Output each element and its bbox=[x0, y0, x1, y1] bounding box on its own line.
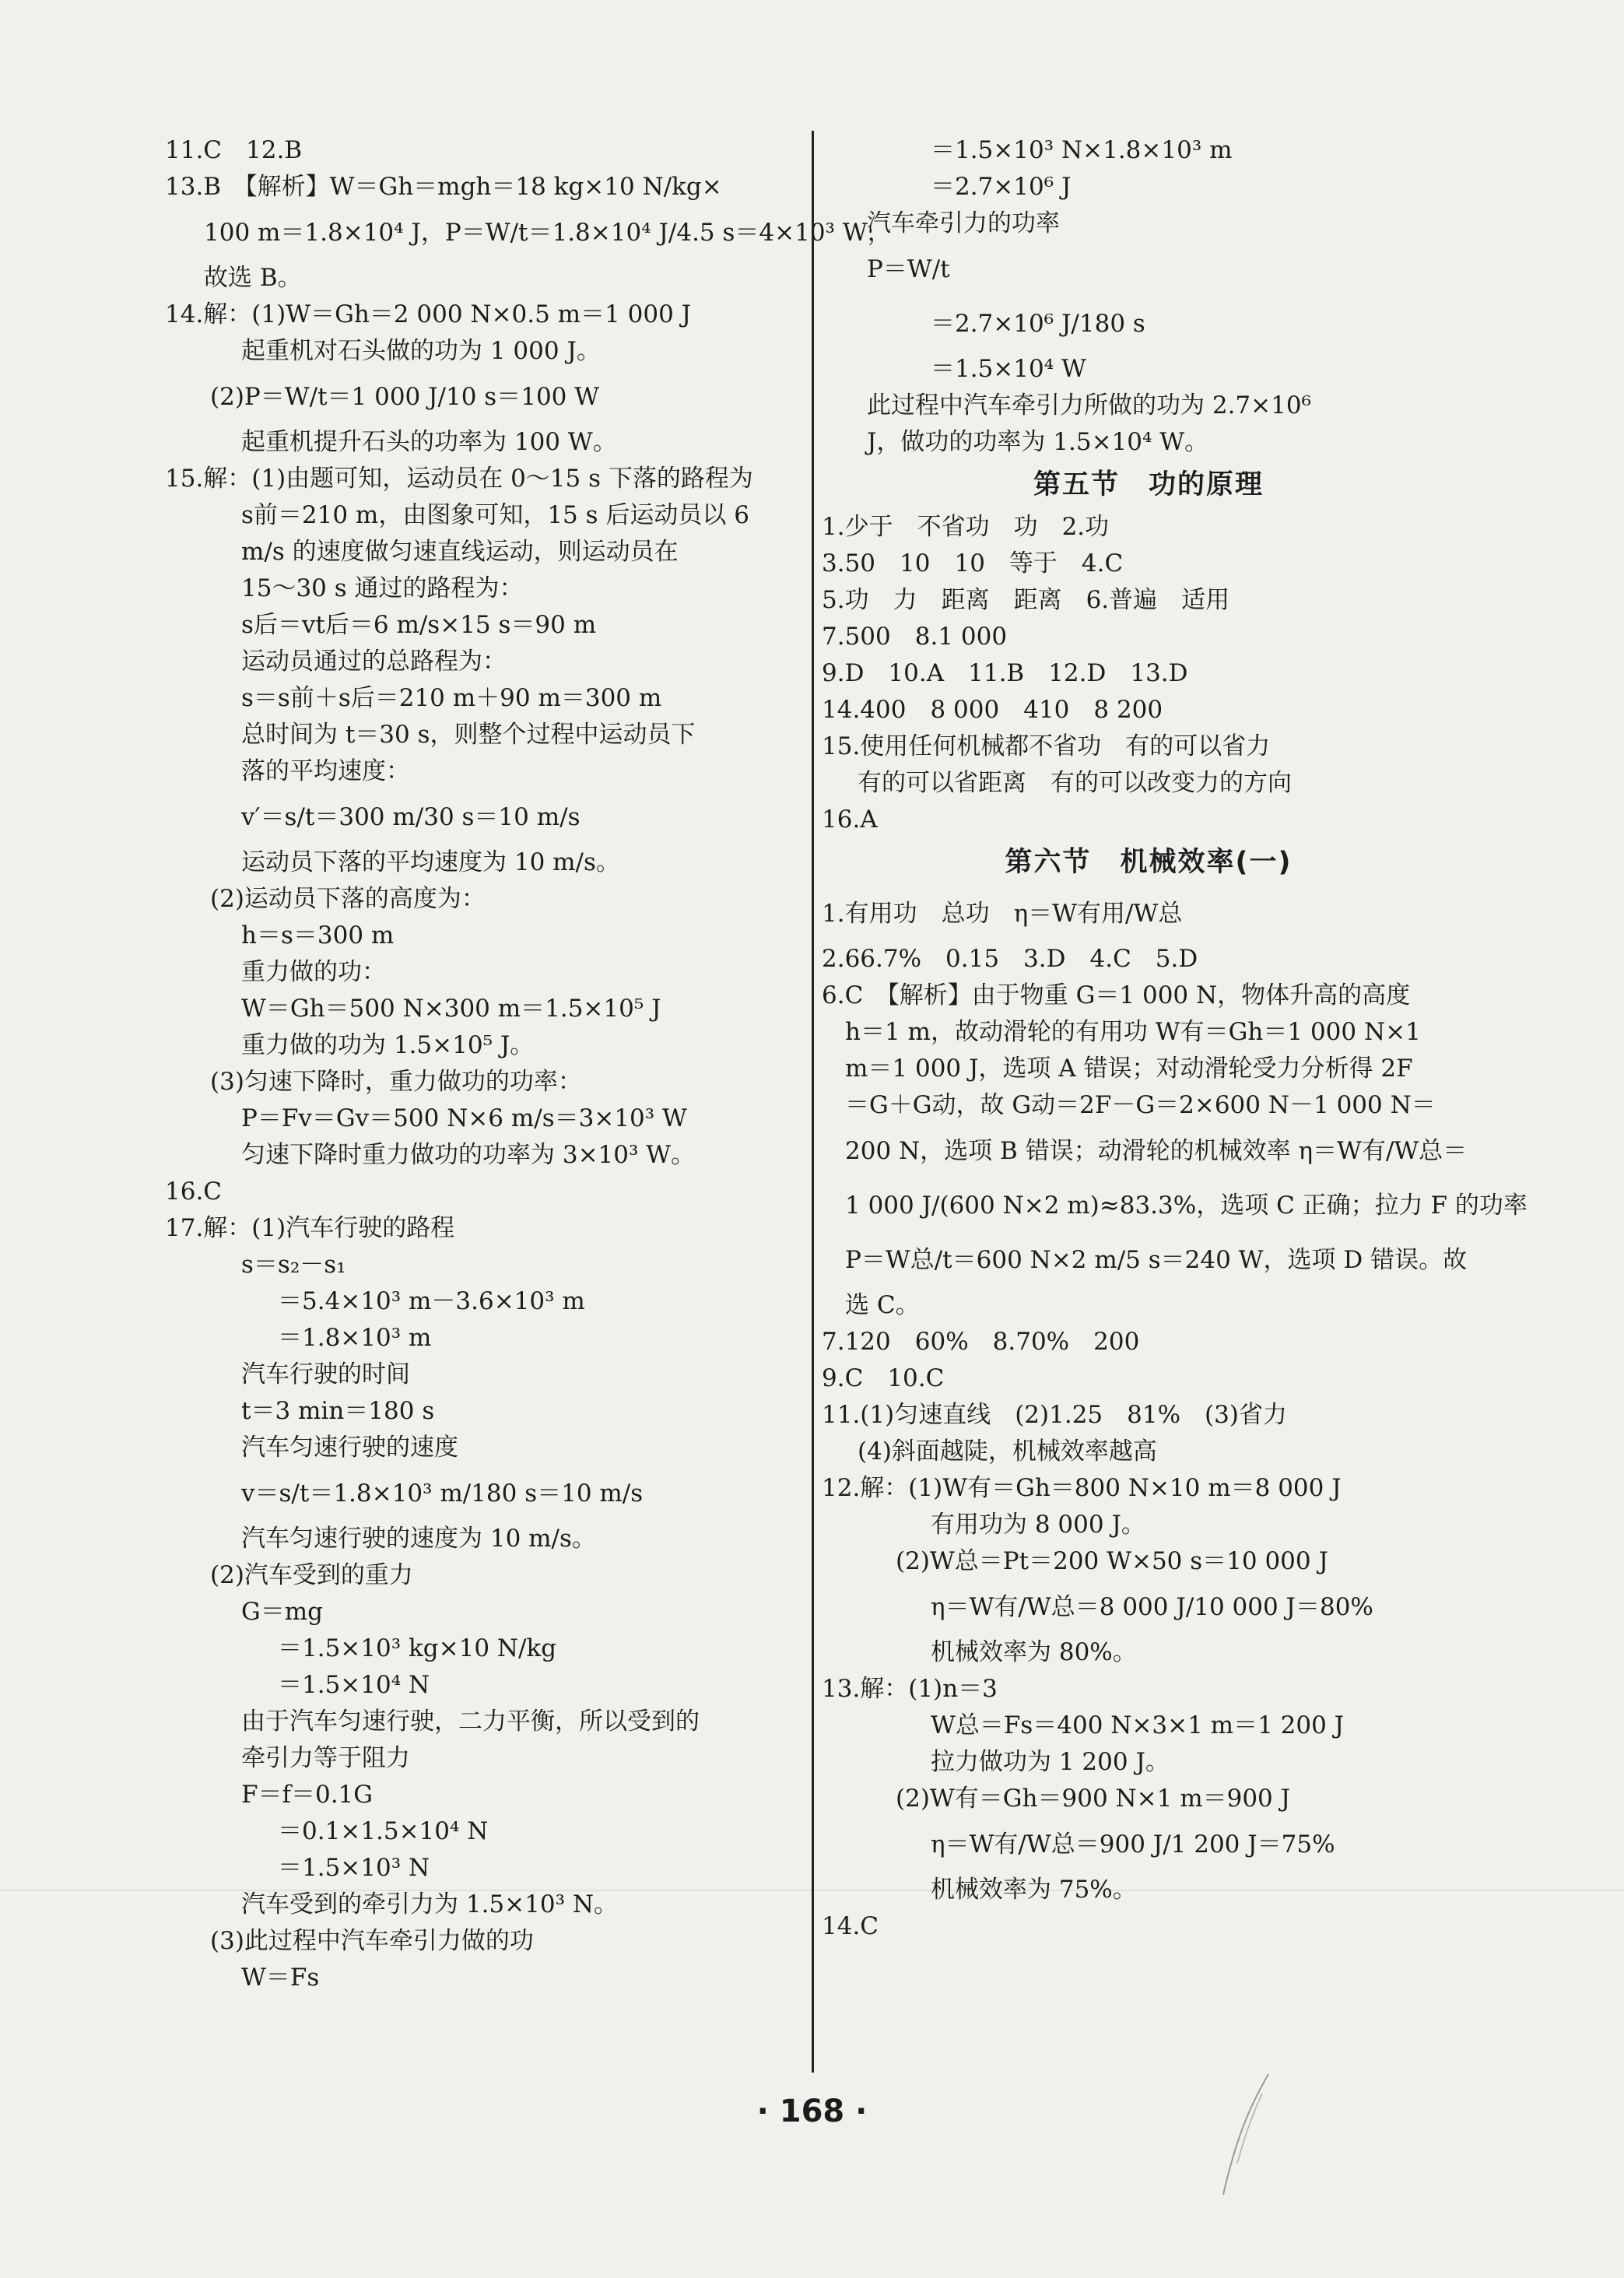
column-divider bbox=[812, 131, 814, 2073]
answer-line: (2)W有＝Gh＝900 N×1 m＝900 J bbox=[896, 1785, 1291, 1813]
answer-line: 15～30 s 通过的路程为： bbox=[241, 574, 524, 602]
answer-line: W＝Fs bbox=[241, 1964, 320, 1992]
answer-line: 有用功为 8 000 J。 bbox=[931, 1511, 1145, 1539]
answer-line: m/s 的速度做匀速直线运动，则运动员在 bbox=[241, 538, 679, 566]
answer-line: 匀速下降时重力做功的功率为 3×10³ W。 bbox=[241, 1141, 696, 1169]
answer-line: 汽车受到的牵引力为 1.5×10³ N。 bbox=[241, 1890, 618, 1918]
answer-line: 故选 B。 bbox=[204, 264, 302, 292]
answer-line: (2)P＝W/t＝1 000 J/10 s＝100 W bbox=[210, 383, 600, 411]
answer-line: 200 N，选项 B 错误；动滑轮的机械效率 η＝W有/W总＝ bbox=[845, 1137, 1468, 1165]
answer-line: 汽车行驶的时间 bbox=[241, 1360, 410, 1388]
answer-line: 12.解：(1)W有＝Gh＝800 N×10 m＝8 000 J bbox=[822, 1474, 1342, 1502]
answer-line: 16.A bbox=[822, 806, 878, 834]
answer-line: 6.C 【解析】由于物重 G＝1 000 N，物体升高的高度 bbox=[822, 981, 1411, 1009]
answer-line: 重力做的功： bbox=[241, 958, 386, 986]
answer-line: ＝1.5×10⁴ W bbox=[931, 355, 1086, 383]
answer-line: 此过程中汽车牵引力所做的功为 2.7×10⁶ bbox=[867, 391, 1312, 419]
answer-line: 100 m＝1.8×10⁴ J，P＝W/t＝1.8×10⁴ J/4.5 s＝4×10³ W， bbox=[204, 219, 892, 247]
answer-line: ＝1.5×10⁴ N bbox=[278, 1671, 430, 1699]
answer-line: 16.C bbox=[165, 1178, 223, 1206]
answer-line: (3)此过程中汽车牵引力做的功 bbox=[210, 1927, 534, 1955]
answer-line: ＝0.1×1.5×10⁴ N bbox=[278, 1817, 489, 1845]
answer-line: 13.解：(1)n＝3 bbox=[822, 1675, 998, 1703]
answer-line: P＝W总/t＝600 N×2 m/5 s＝240 W，选项 D 错误。故 bbox=[845, 1246, 1468, 1274]
answer-line: h＝s＝300 m bbox=[241, 921, 395, 949]
answer-line: 起重机对石头做的功为 1 000 J。 bbox=[241, 337, 601, 365]
answer-line: 1 000 J/(600 N×2 m)≈83.3%，选项 C 正确；拉力 F 的功率 bbox=[845, 1192, 1528, 1220]
answer-line: ＝1.8×10³ m bbox=[278, 1324, 432, 1352]
answer-line: (2)运动员下落的高度为： bbox=[210, 885, 486, 913]
answer-line: t＝3 min＝180 s bbox=[241, 1397, 435, 1425]
answer-line: 起重机提升石头的功率为 100 W。 bbox=[241, 428, 617, 456]
answer-line: 7.500 8.1 000 bbox=[822, 623, 1008, 651]
answer-line: 14.C bbox=[822, 1912, 879, 1940]
answer-line: (2)W总＝Pt＝200 W×50 s＝10 000 J bbox=[896, 1547, 1328, 1575]
answer-line: ＝2.7×10⁶ J bbox=[931, 173, 1072, 201]
answer-line: η＝W有/W总＝900 J/1 200 J＝75% bbox=[931, 1830, 1335, 1859]
answer-line: 1.少于 不省功 功 2.功 bbox=[822, 513, 1110, 541]
answer-line: 机械效率为 80%。 bbox=[931, 1638, 1137, 1666]
answer-line: P＝Fv＝Gv＝500 N×6 m/s＝3×10³ W bbox=[241, 1104, 687, 1132]
answer-line: s＝s前＋s后＝210 m＋90 m＝300 m bbox=[241, 684, 662, 712]
answer-line: 汽车匀速行驶的速度 bbox=[241, 1434, 458, 1462]
answer-line: 拉力做功为 1 200 J。 bbox=[931, 1748, 1170, 1776]
page-number: · 168 · bbox=[756, 2094, 868, 2129]
answer-line: 有的可以省距离 有的可以改变力的方向 bbox=[858, 769, 1292, 797]
pen-scratch-mark bbox=[1214, 2070, 1276, 2203]
answer-line: 11.(1)匀速直线 (2)1.25 81% (3)省力 bbox=[822, 1401, 1287, 1429]
answer-line: 17.解：(1)汽车行驶的路程 bbox=[165, 1214, 455, 1242]
answer-line: v′＝s/t＝300 m/30 s＝10 m/s bbox=[241, 803, 581, 831]
answer-line: G＝mg bbox=[241, 1598, 324, 1626]
answer-line: ＝1.5×10³ N bbox=[278, 1854, 430, 1882]
answer-line: 汽车牵引力的功率 bbox=[867, 209, 1060, 237]
answer-line: 机械效率为 75%。 bbox=[931, 1876, 1137, 1904]
answer-line: 13.B 【解析】W＝Gh＝mgh＝18 kg×10 N/kg× bbox=[165, 173, 722, 201]
answer-line: 1.有用功 总功 η＝W有用/W总 bbox=[822, 900, 1183, 928]
answer-line: v＝s/t＝1.8×10³ m/180 s＝10 m/s bbox=[241, 1479, 644, 1508]
answer-line: 14.400 8 000 410 8 200 bbox=[822, 696, 1163, 724]
answer-line: ＝2.7×10⁶ J/180 s bbox=[931, 310, 1145, 338]
answer-line: η＝W有/W总＝8 000 J/10 000 J＝80% bbox=[931, 1593, 1373, 1621]
answer-line: 选 C。 bbox=[845, 1291, 920, 1319]
answer-line: P＝W/t bbox=[867, 255, 950, 283]
answer-line: 牵引力等于阻力 bbox=[241, 1744, 410, 1772]
answer-line: 重力做的功为 1.5×10⁵ J。 bbox=[241, 1031, 535, 1059]
answer-line: 15.解：(1)由题可知，运动员在 0～15 s 下落的路程为 bbox=[165, 465, 753, 493]
answer-line: 2.66.7% 0.15 3.D 4.C 5.D bbox=[822, 945, 1198, 973]
answer-line: s＝s₂－s₁ bbox=[241, 1251, 346, 1279]
answer-line: 总时间为 t＝30 s，则整个过程中运动员下 bbox=[241, 721, 696, 749]
answer-line: F＝f＝0.1G bbox=[241, 1781, 374, 1809]
answer-line: h＝1 m，故动滑轮的有用功 W有＝Gh＝1 000 N×1 bbox=[845, 1018, 1421, 1046]
answer-line: m＝1 000 J，选项 A 错误；对动滑轮受力分析得 2F bbox=[845, 1055, 1413, 1083]
answer-line: W总＝Fs＝400 N×3×1 m＝1 200 J bbox=[931, 1711, 1345, 1739]
answer-line: 运动员通过的总路程为： bbox=[241, 648, 507, 676]
answer-line: ＝5.4×10³ m－3.6×10³ m bbox=[278, 1287, 585, 1315]
answer-line: 15.使用任何机械都不省功 有的可以省力 bbox=[822, 732, 1271, 760]
section-heading: 第六节 机械效率(一) bbox=[1005, 847, 1293, 878]
answer-line: (4)斜面越陡，机械效率越高 bbox=[858, 1437, 1157, 1465]
answer-line: 7.120 60% 8.70% 200 bbox=[822, 1328, 1140, 1356]
answer-line: J，做功的功率为 1.5×10⁴ W。 bbox=[867, 428, 1209, 456]
answer-line: 9.D 10.A 11.B 12.D 13.D bbox=[822, 659, 1188, 687]
section-heading: 第五节 功的原理 bbox=[1033, 469, 1264, 500]
answer-line: (3)匀速下降时，重力做功的功率： bbox=[210, 1068, 582, 1096]
answer-line: 3.50 10 10 等于 4.C bbox=[822, 549, 1124, 577]
answer-line: ＝1.5×10³ N×1.8×10³ m bbox=[931, 136, 1233, 164]
answer-line: s后＝vt后＝6 m/s×15 s＝90 m bbox=[241, 611, 597, 639]
answer-line: s前＝210 m，由图象可知，15 s 后运动员以 6 bbox=[241, 501, 749, 529]
answer-line: 落的平均速度： bbox=[241, 757, 410, 785]
answer-line: 5.功 力 距离 距离 6.普遍 适用 bbox=[822, 586, 1230, 614]
answer-line: ＝1.5×10³ kg×10 N/kg bbox=[278, 1634, 557, 1662]
answer-line: 汽车匀速行驶的速度为 10 m/s。 bbox=[241, 1525, 596, 1553]
answer-line: W＝Gh＝500 N×300 m＝1.5×10⁵ J bbox=[241, 995, 661, 1023]
right-column bbox=[822, 132, 1528, 1945]
answer-line: 14.解：(1)W＝Gh＝2 000 N×0.5 m＝1 000 J bbox=[165, 300, 692, 328]
answer-line: (2)汽车受到的重力 bbox=[210, 1561, 413, 1589]
answer-line: 9.C 10.C bbox=[822, 1364, 945, 1392]
answer-line: 由于汽车匀速行驶，二力平衡，所以受到的 bbox=[241, 1708, 700, 1736]
answer-line: 11.C 12.B bbox=[165, 136, 303, 164]
answer-line: 运动员下落的平均速度为 10 m/s。 bbox=[241, 848, 620, 876]
answer-line: ＝G＋G动，故 G动＝2F－G＝2×600 N－1 000 N＝ bbox=[845, 1091, 1436, 1119]
